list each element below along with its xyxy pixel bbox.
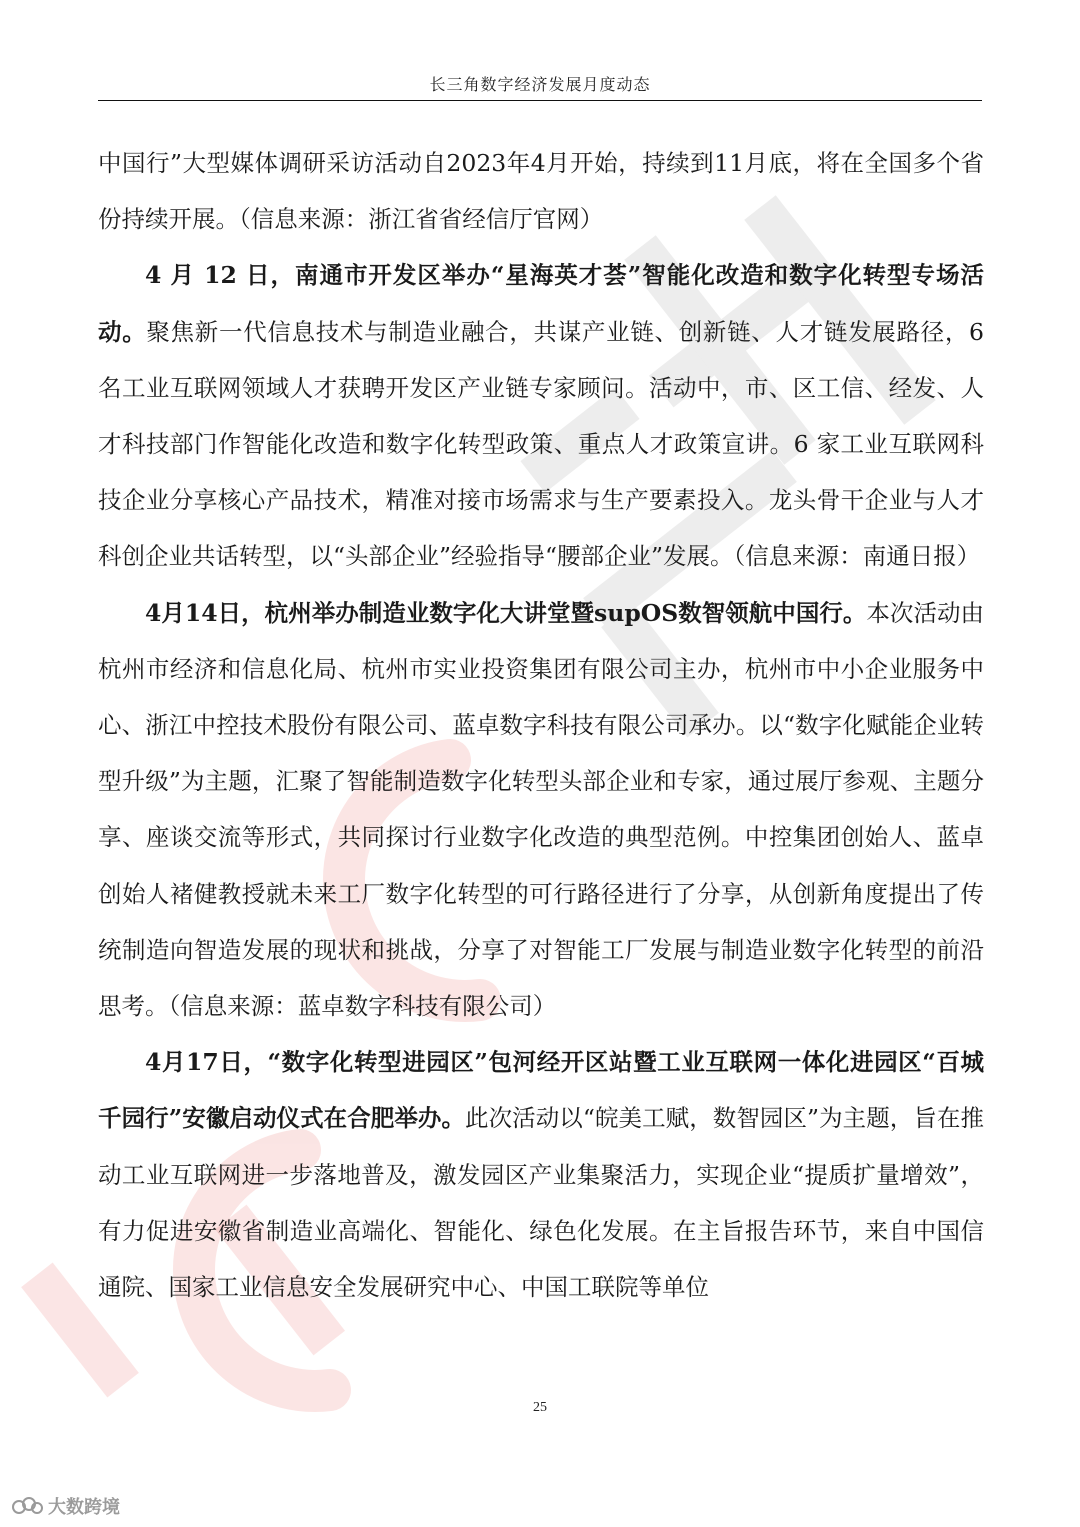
corner-logo (10, 1493, 120, 1519)
paragraph-lead: 4月14日，杭州举办制造业数字化大讲堂暨supOS数智领航中国行。 (145, 598, 867, 627)
paragraph-lead: 4 月 12 日，南通市开发区举办“星海英才荟”智能化改造和数字化转型专场活动。 (98, 261, 984, 346)
running-header: 长三角数字经济发展月度动态 (429, 75, 651, 94)
paragraph-text: 本次活动由杭州市经济和信息化局、杭州市实业投资集团有限公司主办，杭州市中小企业服务中心、浙江中控技术股份有限公司、蓝卓数字科技有限公司承办。以“数字化赋能企业转型升级”为主题，汇聚了智能制造数字化转型头部企业和专家，通过展厅参观、主题分享、座谈交流等形式，共同探讨行业数字化改造的典型范例。中控集团创始人、蓝卓创始人褚健教授就未来工厂数字化转型的可行路径进行了分享，从创新角度提出了传统制造向智造发展的现状和挑战，分享了对智能工厂发展与制造业数字化转型的前沿思考。（信息来源：蓝卓数字科技有限公司） (98, 598, 984, 1021)
paragraph-lead: 4月17日，“数字化转型进园区”包河经开区站暨工业互联网一体化进园区“百城千园行”安徽启动仪式在合肥举办。 (98, 1048, 984, 1133)
document-body (98, 135, 984, 1315)
paragraph-text: 此次活动以“皖美工赋，数智园区”为主题，旨在推动工业互联网进一步落地普及，激发园区产业集聚活力，实现企业“提质扩量增效”，有力促进安徽省制造业高端化、智能化、绿色化发展。在主旨报告环节，来自中国信通院、国家工业信息安全发展研究中心、中国工联院等单位 (98, 1104, 984, 1302)
cloud-logo-icon (10, 1495, 44, 1517)
paragraph-2 (98, 247, 984, 584)
paragraph-text: 聚焦新一代信息技术与制造业融合，共谋产业链、创新链、人才链发展路径，6 名工业互联网领域人才获聘开发区产业链专家顾问。活动中，市、区工信、经发、人才科技部门作智能化改造和数字化转型政策、重点人才政策宣讲。6 家工业互联网科技企业分享核心产品技术，精准对接市场需求与生产要素投入。龙头骨干企业与人才科创企业共话转型，以“头部企业”经验指导“腰部企业”发展。（信息来源：南通日报） (98, 317, 985, 571)
paragraph-1 (98, 135, 984, 247)
paragraph-4 (98, 1034, 984, 1315)
paragraph-3 (98, 585, 984, 1035)
page-number: 25 (533, 1400, 547, 1415)
paragraph-text: 中国行”大型媒体调研采访活动自2023年4月开始，持续到11月底，将在全国多个省份持续开展。（信息来源：浙江省省经信厅官网） (98, 149, 984, 234)
corner-logo-text: 大数跨境 (48, 1497, 120, 1518)
header-divider (98, 100, 982, 101)
